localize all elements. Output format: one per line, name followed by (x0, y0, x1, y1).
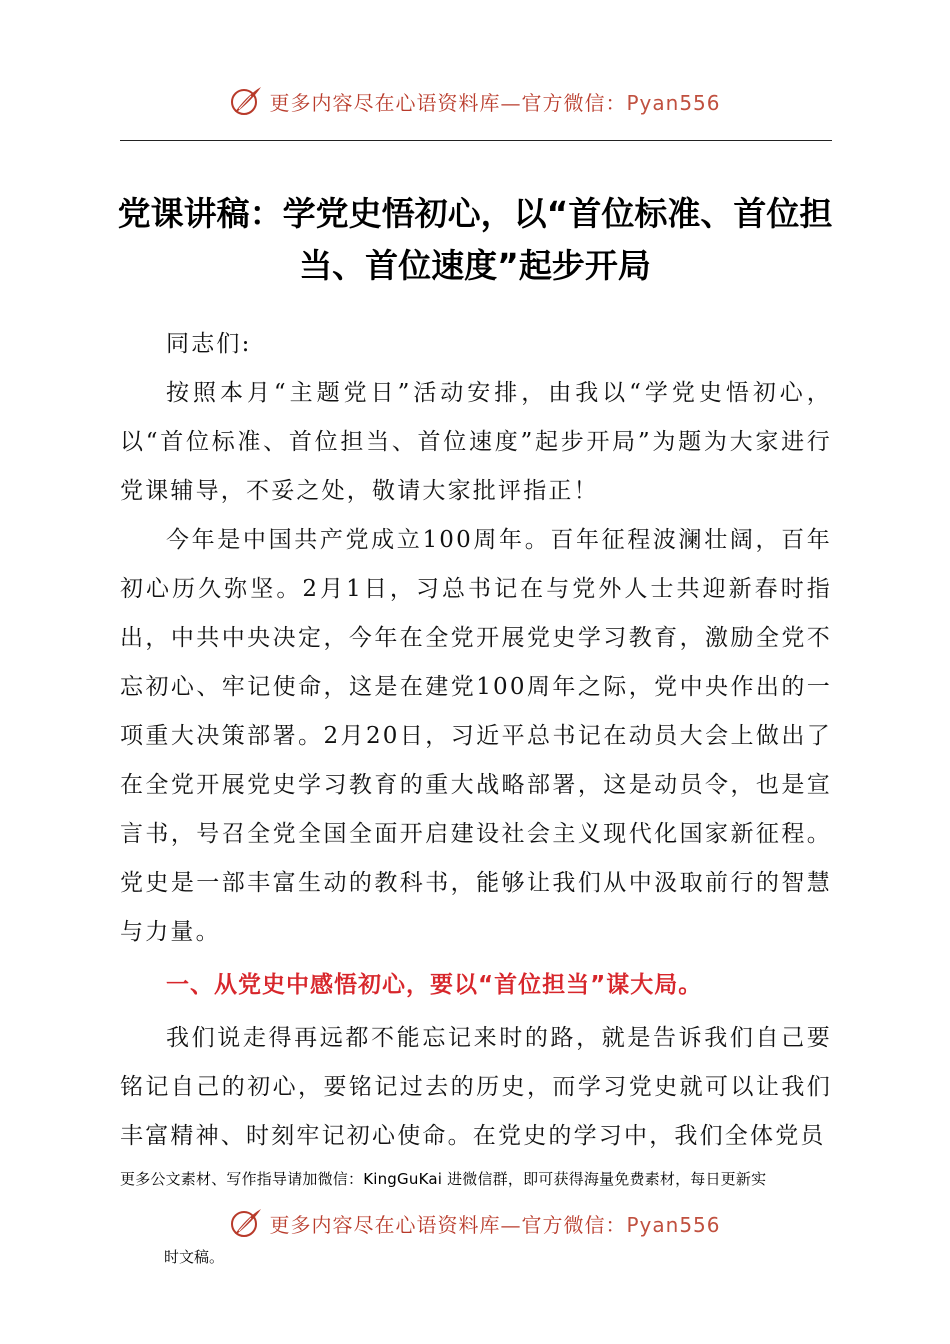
document-body (120, 320, 832, 1161)
brand-text: 更多内容尽在心语资料库—官方微信：Pyan556 (269, 1212, 721, 1237)
section-heading: 一、从党史中感悟初心，要以“首位担当”谋大局。 (166, 972, 703, 998)
wechat-id: Pyan556 (626, 1212, 721, 1237)
quill-pen-logo-icon (229, 84, 263, 118)
brand-text: 更多内容尽在心语资料库—官方微信：Pyan556 (269, 90, 721, 115)
paragraph: 今年是中国共产党成立100周年。百年征程波澜壮阔，百年初心历久弥坚。2月1日，习总书记在与党外人士共迎新春时指出，中共中央决定，今年在全党开展党史学习教育，激励全党不忘初心、牢记使命，这是在建党100周年之际，党中央作出的一项重大决策部署。2月20日，习近平总书记在动员大会上做出了在全党开展党史学习教育的重大战略部署，这是动员令，也是宣言书，号召全党全国全面开启建设社会主义现代化国家新征程。党史是一部丰富生动的教科书，能够让我们从中汲取前行的智慧与力量。 (120, 527, 832, 945)
wechat-id: Pyan556 (626, 90, 721, 115)
header-brand (0, 84, 950, 118)
footer-brand (0, 1206, 950, 1240)
paragraph: 我们说走得再远都不能忘记来时的路，就是告诉我们自己要铭记自己的初心，要铭记过去的历史，而学习党史就可以让我们丰富精神、时刻牢记初心使命。在党史的学习中，我们全体党员 (120, 1025, 832, 1149)
page-title: 党课讲稿：学党史悟初心，以“首位标准、首位担当、首位速度”起步开局 (117, 194, 833, 285)
quill-pen-logo-icon (229, 1206, 263, 1240)
salutation: 同志们: (166, 331, 252, 357)
paragraph: 按照本月“主题党日”活动安排，由我以“学党史悟初心，以“首位标准、首位担当、首位速度”起步开局”为题为大家进行党课辅导，不妥之处，敬请大家批评指正！ (120, 380, 832, 504)
header-divider (120, 140, 832, 141)
footer-note-continuation: 时文稿。 (164, 1248, 225, 1266)
footer-note: 更多公文素材、写作指导请加微信：KingGuKai 进微信群，即可获得海量免费素材，每日更新实 (120, 1170, 767, 1188)
